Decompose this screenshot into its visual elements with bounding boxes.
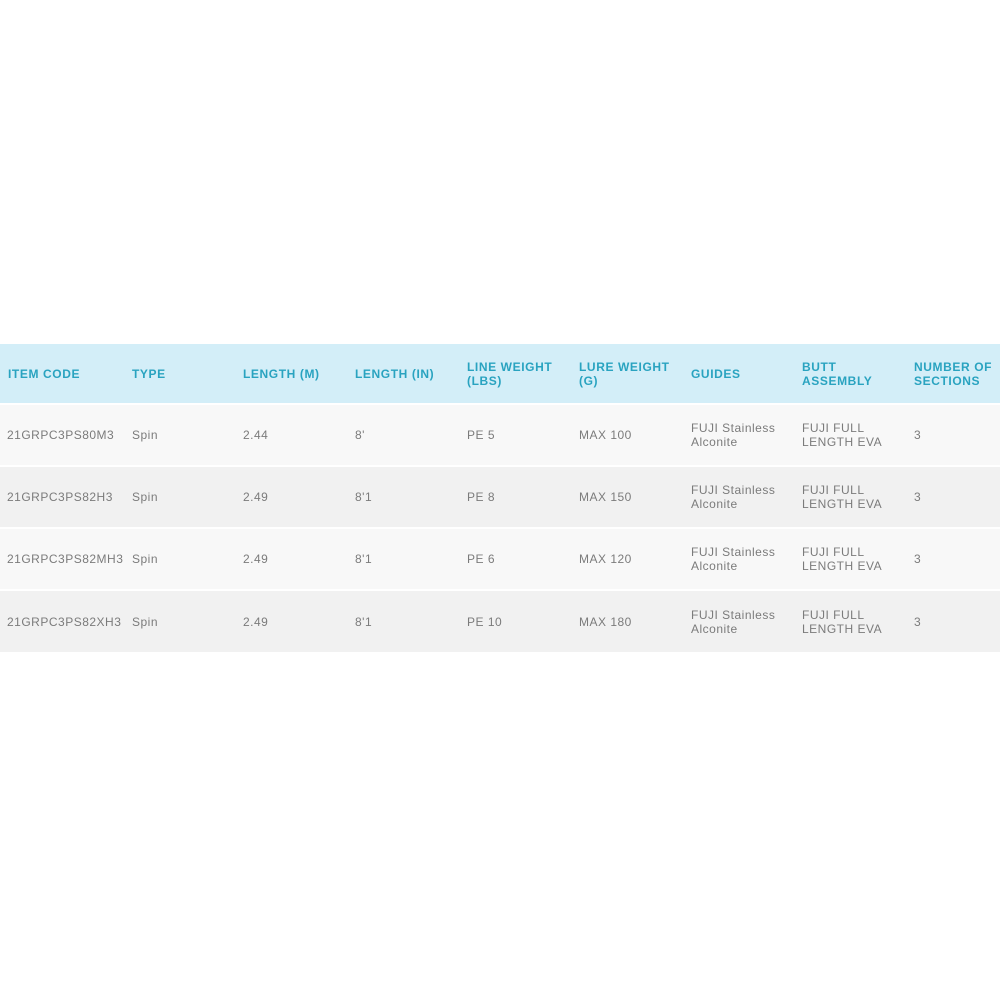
product-spec-table [0,344,1000,652]
cell-butt-assembly: FUJI FULL LENGTH EVA [802,421,883,449]
cell-type: Spin [132,552,159,566]
table-row [0,528,1000,590]
header-type: TYPE [132,366,166,381]
cell-butt-assembly: FUJI FULL LENGTH EVA [802,545,883,573]
cell-item-code: 21GRPC3PS80M3 [7,428,115,442]
cell-guides: FUJI Stainless Alconite [691,545,776,573]
cell-line-weight: PE 8 [467,490,496,504]
cell-item-code: 21GRPC3PS82MH3 [7,552,124,566]
cell-type: Spin [132,490,159,504]
cell-line-weight: PE 5 [467,428,496,442]
cell-butt-assembly: FUJI FULL LENGTH EVA [802,607,883,636]
cell-guides: FUJI Stainless Alconite [691,421,776,449]
header-length-m: LENGTH (M) [243,366,320,381]
header-lure-weight: LURE WEIGHT (G) [579,359,670,388]
header-line-weight: LINE WEIGHT (LBS) [467,359,553,388]
cell-lure-weight: MAX 150 [579,490,632,504]
cell-length-in: 8' [355,428,365,442]
cell-butt-assembly: FUJI FULL LENGTH EVA [802,483,883,511]
header-number-of-sections: NUMBER OF SECTIONS [914,359,993,388]
cell-lure-weight: MAX 120 [579,552,632,566]
header-butt-assembly: BUTT ASSEMBLY [802,359,873,388]
header-length-in: LENGTH (IN) [355,366,435,381]
cell-item-code: 21GRPC3PS82H3 [7,490,113,504]
cell-lure-weight: MAX 180 [579,614,632,629]
cell-item-code: 21GRPC3PS82XH3 [7,614,122,629]
cell-length-in: 8'1 [355,552,373,566]
cell-length-m: 2.49 [243,490,269,504]
table-row [0,590,1000,652]
header-guides: GUIDES [691,366,741,381]
cell-number-of-sections: 3 [914,490,922,504]
cell-type: Spin [132,614,159,629]
cell-lure-weight: MAX 100 [579,428,632,442]
table-header [0,344,1000,404]
cell-length-in: 8'1 [355,490,373,504]
cell-number-of-sections: 3 [914,614,922,629]
table-row [0,404,1000,466]
table-row [0,466,1000,528]
cell-guides: FUJI Stainless Alconite [691,607,776,636]
cell-number-of-sections: 3 [914,428,922,442]
header-item-code: ITEM CODE [8,366,81,381]
cell-length-in: 8'1 [355,614,373,629]
cell-number-of-sections: 3 [914,552,922,566]
cell-length-m: 2.44 [243,428,269,442]
cell-guides: FUJI Stainless Alconite [691,483,776,511]
cell-type: Spin [132,428,159,442]
header-row [0,344,1000,404]
cell-length-m: 2.49 [243,552,269,566]
cell-length-m: 2.49 [243,614,269,629]
cell-line-weight: PE 6 [467,552,496,566]
table-body [0,404,1000,652]
cell-line-weight: PE 10 [467,614,503,629]
